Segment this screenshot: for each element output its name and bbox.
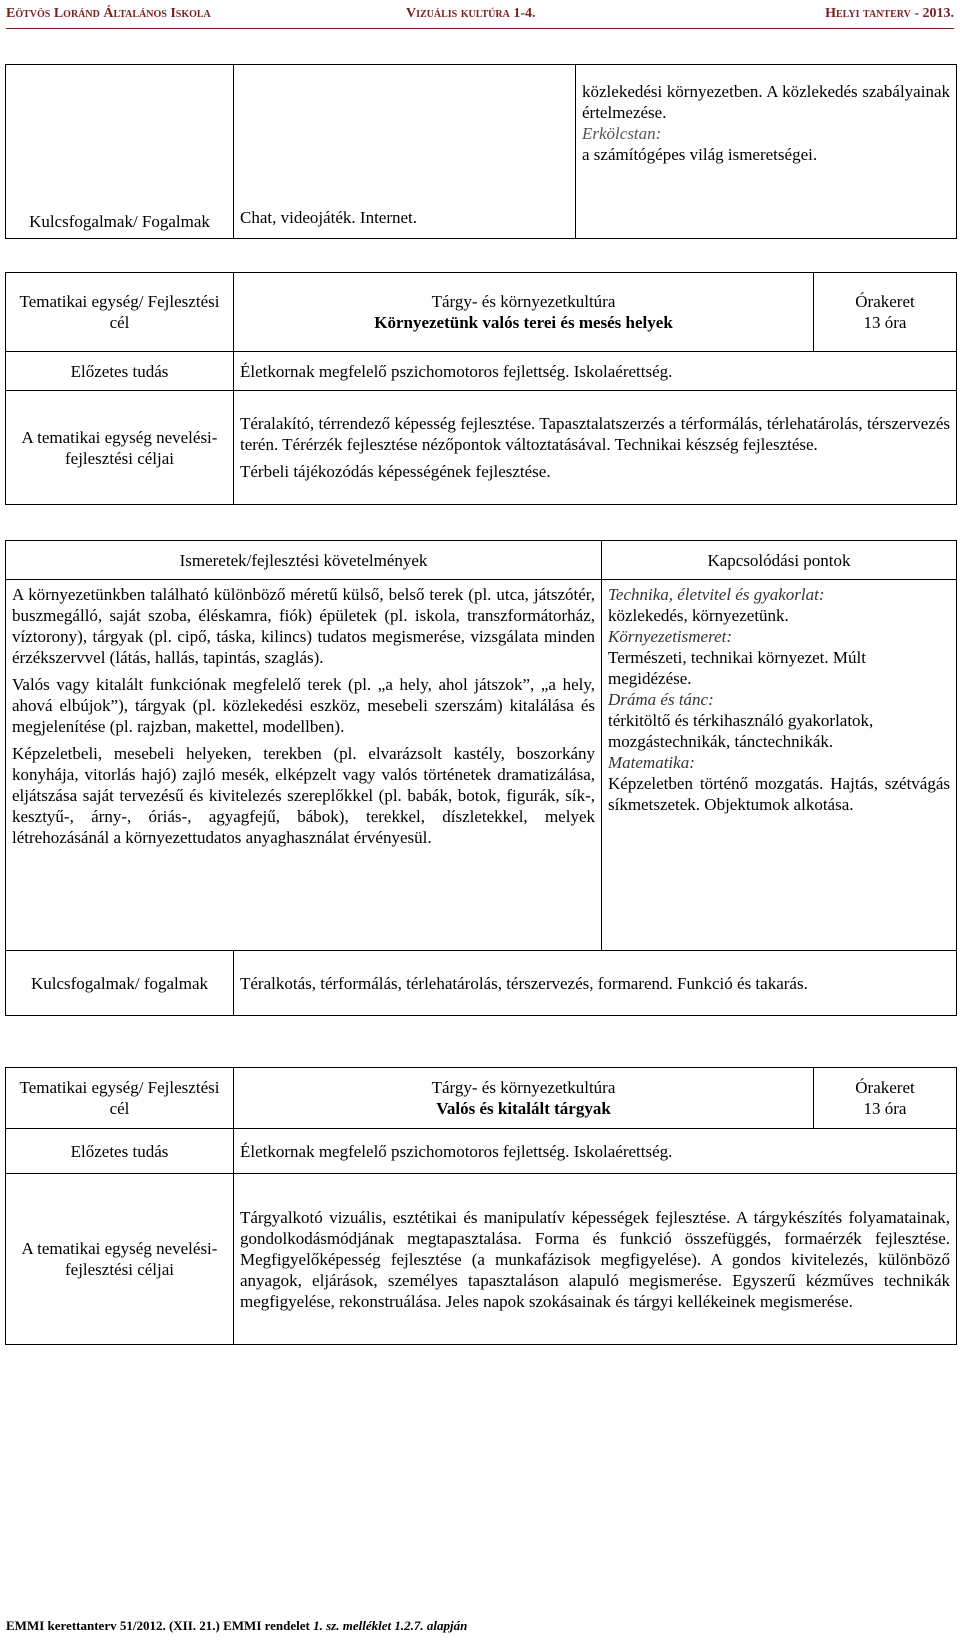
unit2-unit-label: Tematikai egység/ Fejlesztési cél [6, 1068, 234, 1129]
link-text: térkitöltő és térkihasználó gyakorlatok, mozgástechnikák, tánctechnikák. [608, 711, 874, 751]
header-subject: Vizuális kultúra 1-4. [406, 6, 536, 21]
unit1-goals-text1: Téralakító, térrendező képesség fejlesztése. Tapasztalatszerzés a térformálás, térlehatárolás, térszervezés terén. Térérzék fejlesztése nézőpontok változtatásával. Technikai készség fejlesztése. [240, 414, 950, 454]
req-links [602, 580, 957, 951]
req-paragraph: Valós vagy kitalált funkciónak megfelelő terek (pl. „a hely, ahol játszok”, „a hely, ahová elbújok”), tárgyak (pl. közlekedési eszköz, mesebeli szerszám) kitalálása és megjelenítése (pl. rajzban, makettel, modellben). [12, 675, 595, 736]
unit1-hours-value: 13 óra [863, 313, 907, 332]
unit2-goals-text: Tárgyalkotó vizuális, esztétikai és manipulatív képességek fejlesztése. A tárgykészítés folyamatainak, gondolkodásmódjának megtapasztalása. Forma és funkció összefüggés, formaérzék fejlesztése. Megfigyelőképesség fejlesztése (a munkafázisok megfigyelése). A gondos kivitelezés, különböző anyagok, eljárások, személyes tapasztaláson alapuló megismerése. Egyszerű kézműves technikák megfigyelése, rekonstruálása. Jeles napok szokásainak és tárgyi kellékeinek megismerése. [234, 1174, 957, 1345]
unit2-title [234, 1068, 814, 1129]
link-label: Technika, életvitel és gyakorlat: [608, 585, 825, 604]
link-text: Képzeletben történő mozgatás. Hajtás, szétvágás síkmetszetek. Objektumok alkotása. [608, 774, 950, 814]
unit1-goals-text2: Térbeli tájékozódás képességének fejlesztése. [240, 462, 551, 481]
link-label: Matematika: [608, 753, 695, 772]
unit1-hours-label: Órakeret [855, 292, 915, 311]
header-plan: Helyi tanterv - 2013. [825, 6, 954, 21]
footer-text: EMMI kerettanterv 51/2012. (XII. 21.) EMMI rendelet [6, 1618, 310, 1633]
req-paragraph: A környezetünkben található különböző méretű külső, belső terek (pl. utca, játszótér, buszmegálló, saját szoba, éléskamra, fiók) épületek (pl. iskola, transzformátorház, víztorony), tárgyak (pl. cipő, táska, kilincs) tudatos megismerése, vizsgálata minden érzékszervvel (látás, hallás, tapintás, szaglás). [12, 585, 595, 667]
key-label: Kulcsfogalmak/ Fogalmak [6, 65, 234, 239]
req-key-label: Kulcsfogalmak/ fogalmak [6, 951, 234, 1016]
key-text: Chat, videojáték. Internet. [234, 65, 576, 239]
footer-italic: 1. sz. melléklet 1.2.7. alapján [313, 1618, 468, 1633]
unit2-prior-text: Életkornak megfelelő pszichomotoros fejlettség. Iskolaérettség. [234, 1129, 957, 1174]
link-label: Dráma és tánc: [608, 690, 714, 709]
unit1-title-line1: Tárgy- és környezetkultúra [431, 292, 616, 311]
links-cell [576, 65, 957, 239]
page-header [6, 6, 954, 29]
req-col1-header: Ismeretek/fejlesztési követelmények [6, 541, 602, 580]
links-text: közlekedési környezetben. A közlekedés szabályainak értelmezése. [582, 82, 950, 122]
ethics-text: a számítógépes világ ismeretségei. [582, 145, 818, 164]
unit2-hours [814, 1068, 957, 1129]
unit1-unit-label: Tematikai egység/ Fejlesztési cél [6, 273, 234, 352]
page-footer [6, 1618, 467, 1634]
req-paragraph: Képzeletbeli, mesebeli helyeken, terekben (pl. elvarázsolt kastély, boszorkány konyhája, vitorlás hajó) zajló mesék, elképzelt vagy valós történetek dramatizálása, eljátszása saját tervezésű és kivitelezés szereplőkkel (pl. babák, botok, figurák, sík-, kesztyű-, árny-, óriás-, agyagfejű, bábok), terekkel, díszletekkel, melyek létrehozásánál a környezettudatos anyaghasználat érvényesül. [12, 744, 595, 847]
unit1-table [5, 272, 957, 505]
unit2-hours-label: Órakeret [855, 1078, 915, 1097]
link-label: Környezetismeret: [608, 627, 733, 646]
unit1-goals [234, 391, 957, 505]
unit1-hours [814, 273, 957, 352]
req-col2-header: Kapcsolódási pontok [602, 541, 957, 580]
unit2-title-line2: Valós és kitalált tárgyak [436, 1099, 611, 1118]
link-text: Természeti, technikai környezet. Múlt megidézése. [608, 648, 866, 688]
ethics-label: Erkölcstan: [582, 124, 662, 143]
unit2-table [5, 1067, 957, 1345]
unit2-goals-label: A tematikai egység nevelési-fejlesztési céljai [6, 1174, 234, 1345]
requirements-table [5, 540, 957, 1016]
header-school: Eötvös Loránd Általános Iskola [6, 6, 211, 21]
req-key-text: Téralkotás, térformálás, térlehatárolás, térszervezés, formarend. Funkció és takarás. [234, 951, 957, 1016]
unit1-title [234, 273, 814, 352]
unit2-title-line1: Tárgy- és környezetkultúra [431, 1078, 616, 1097]
unit1-prior-label: Előzetes tudás [6, 352, 234, 391]
unit1-goals-label: A tematikai egység nevelési-fejlesztési céljai [6, 391, 234, 505]
unit2-hours-value: 13 óra [863, 1099, 907, 1118]
top-table [5, 64, 957, 239]
unit1-title-line2: Környezetünk valós terei és mesés helyek [374, 313, 673, 332]
unit1-prior-text: Életkornak megfelelő pszichomotoros fejlettség. Iskolaérettség. [234, 352, 957, 391]
unit2-prior-label: Előzetes tudás [6, 1129, 234, 1174]
link-text: közlekedés, környezetünk. [608, 606, 789, 625]
req-body [6, 580, 602, 951]
